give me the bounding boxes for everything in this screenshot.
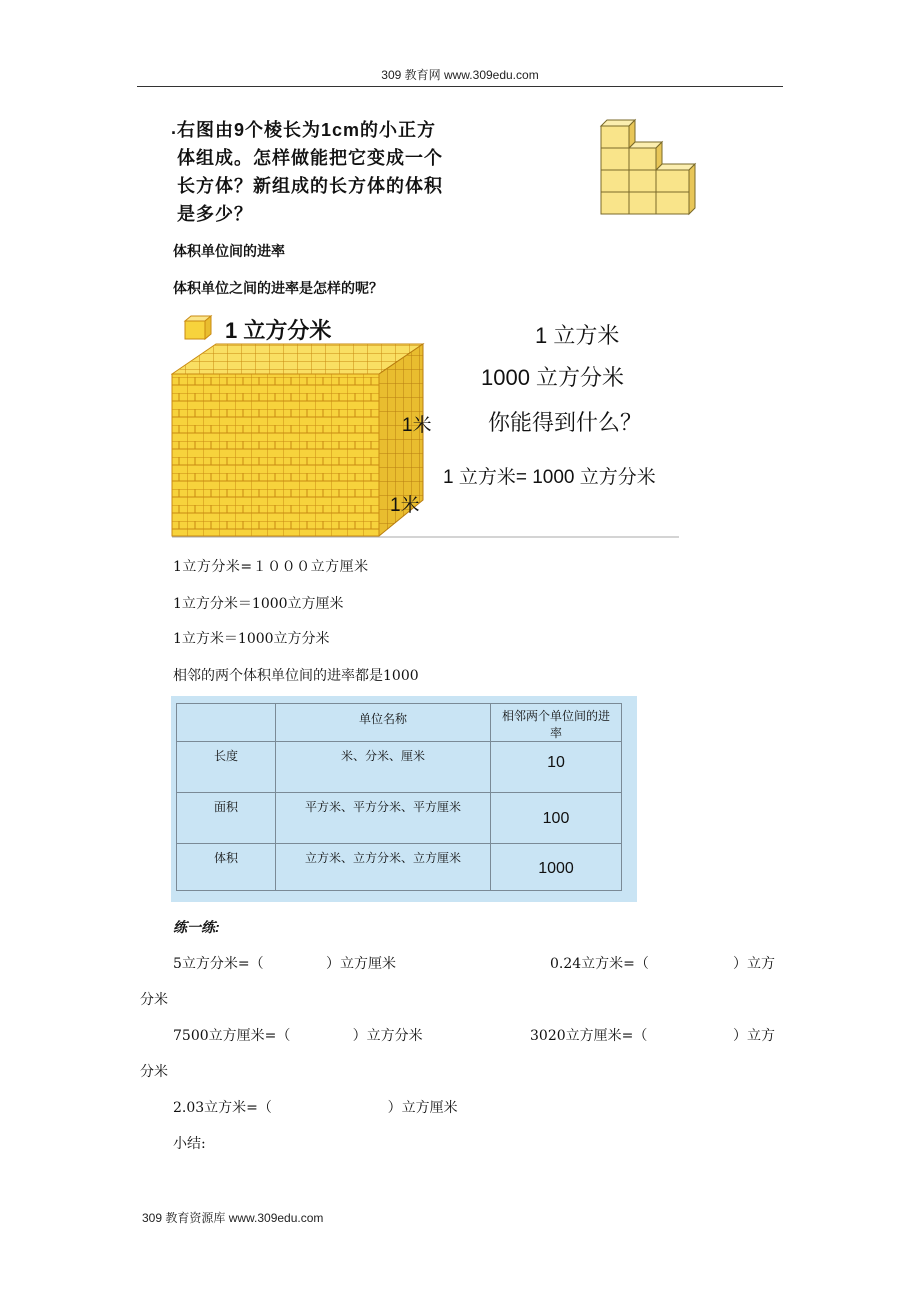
body-line: 相邻的两个体积单位间的进率都是1000 xyxy=(173,668,419,684)
table-cell: 面积 xyxy=(177,793,276,844)
figure-text-line: 1000 立方分米 xyxy=(481,365,625,390)
problem-line: 右图由9个棱长为1cm的小正方 xyxy=(177,120,437,140)
rate-table xyxy=(176,703,622,891)
practice-question-tail: ）立方 xyxy=(733,1028,775,1044)
practice-question: 0.24立方米=（ xyxy=(550,956,649,972)
cube-legend-label: 1 立方分米 xyxy=(225,318,332,343)
figure-conclusion: 1 立方米= 1000 立方分米 xyxy=(443,467,656,488)
problem-text xyxy=(177,116,517,228)
rate-value: 10 xyxy=(547,754,565,771)
practice-question: 7500立方厘米=（ ）立方分米 xyxy=(173,1028,423,1044)
rate-value: 100 xyxy=(542,810,570,827)
practice-title: 练一练: xyxy=(173,919,220,935)
problem-line: 体组成。怎样做能把它变成一个 xyxy=(177,148,443,168)
table-row xyxy=(177,844,622,891)
cube-side-label: 1米 xyxy=(390,495,420,516)
table-cell: 平方米、平方分米、平方厘米 xyxy=(276,793,491,844)
page-header: 309 教育网 www.309edu.com xyxy=(381,68,539,82)
table-header-cell: 相邻两个单位间的进率 xyxy=(491,704,622,742)
rate-table-container xyxy=(171,696,637,902)
practice-question: 2.03立方米=（ ）立方厘米 xyxy=(173,1100,458,1116)
table-header-cell: 单位名称 xyxy=(276,704,491,742)
practice-question: 3020立方厘米=（ xyxy=(530,1028,648,1044)
figure-text-line: 1 立方米 xyxy=(535,323,620,348)
cube-legend xyxy=(185,316,211,339)
problem-line: 是多少？ xyxy=(177,204,253,224)
practice-question-tail: ）立方 xyxy=(733,956,775,972)
rate-value: 1000 xyxy=(538,860,574,877)
header-rule xyxy=(137,86,783,87)
stacked-cubes-illustration xyxy=(596,118,700,216)
practice-question: 5立方分米=（ ）立方厘米 xyxy=(173,956,396,972)
table-cell: 长度 xyxy=(177,742,276,793)
page-footer: 309 教育资源库 www.309edu.com xyxy=(142,1211,324,1225)
section-subheading: 体积单位之间的进率是怎样的呢？ xyxy=(173,280,383,296)
table-cell: 体积 xyxy=(177,844,276,891)
body-line: 1立方米＝1000立方分米 xyxy=(173,631,330,647)
body-line: 1立方分米=１０００立方厘米 xyxy=(173,559,369,575)
table-row xyxy=(177,793,622,844)
problem-line: 长方体？新组成的长方体的体积 xyxy=(177,176,443,196)
problem-bullet: . xyxy=(171,118,177,138)
table-header-cell xyxy=(177,704,276,742)
table-row xyxy=(177,742,622,793)
table-cell: 米、分米、厘米 xyxy=(276,742,491,793)
body-line: 1立方分米＝1000立方厘米 xyxy=(173,596,344,612)
summary-label: 小结: xyxy=(173,1136,206,1152)
practice-question-wrap: 分米 xyxy=(140,1064,168,1080)
cube-side-label: 1米 xyxy=(402,415,432,436)
table-cell: 立方米、立方分米、立方厘米 xyxy=(276,844,491,891)
figure-question: 你能得到什么？ xyxy=(488,410,643,435)
section-heading: 体积单位间的进率 xyxy=(173,243,285,259)
practice-question-wrap: 分米 xyxy=(140,992,168,1008)
